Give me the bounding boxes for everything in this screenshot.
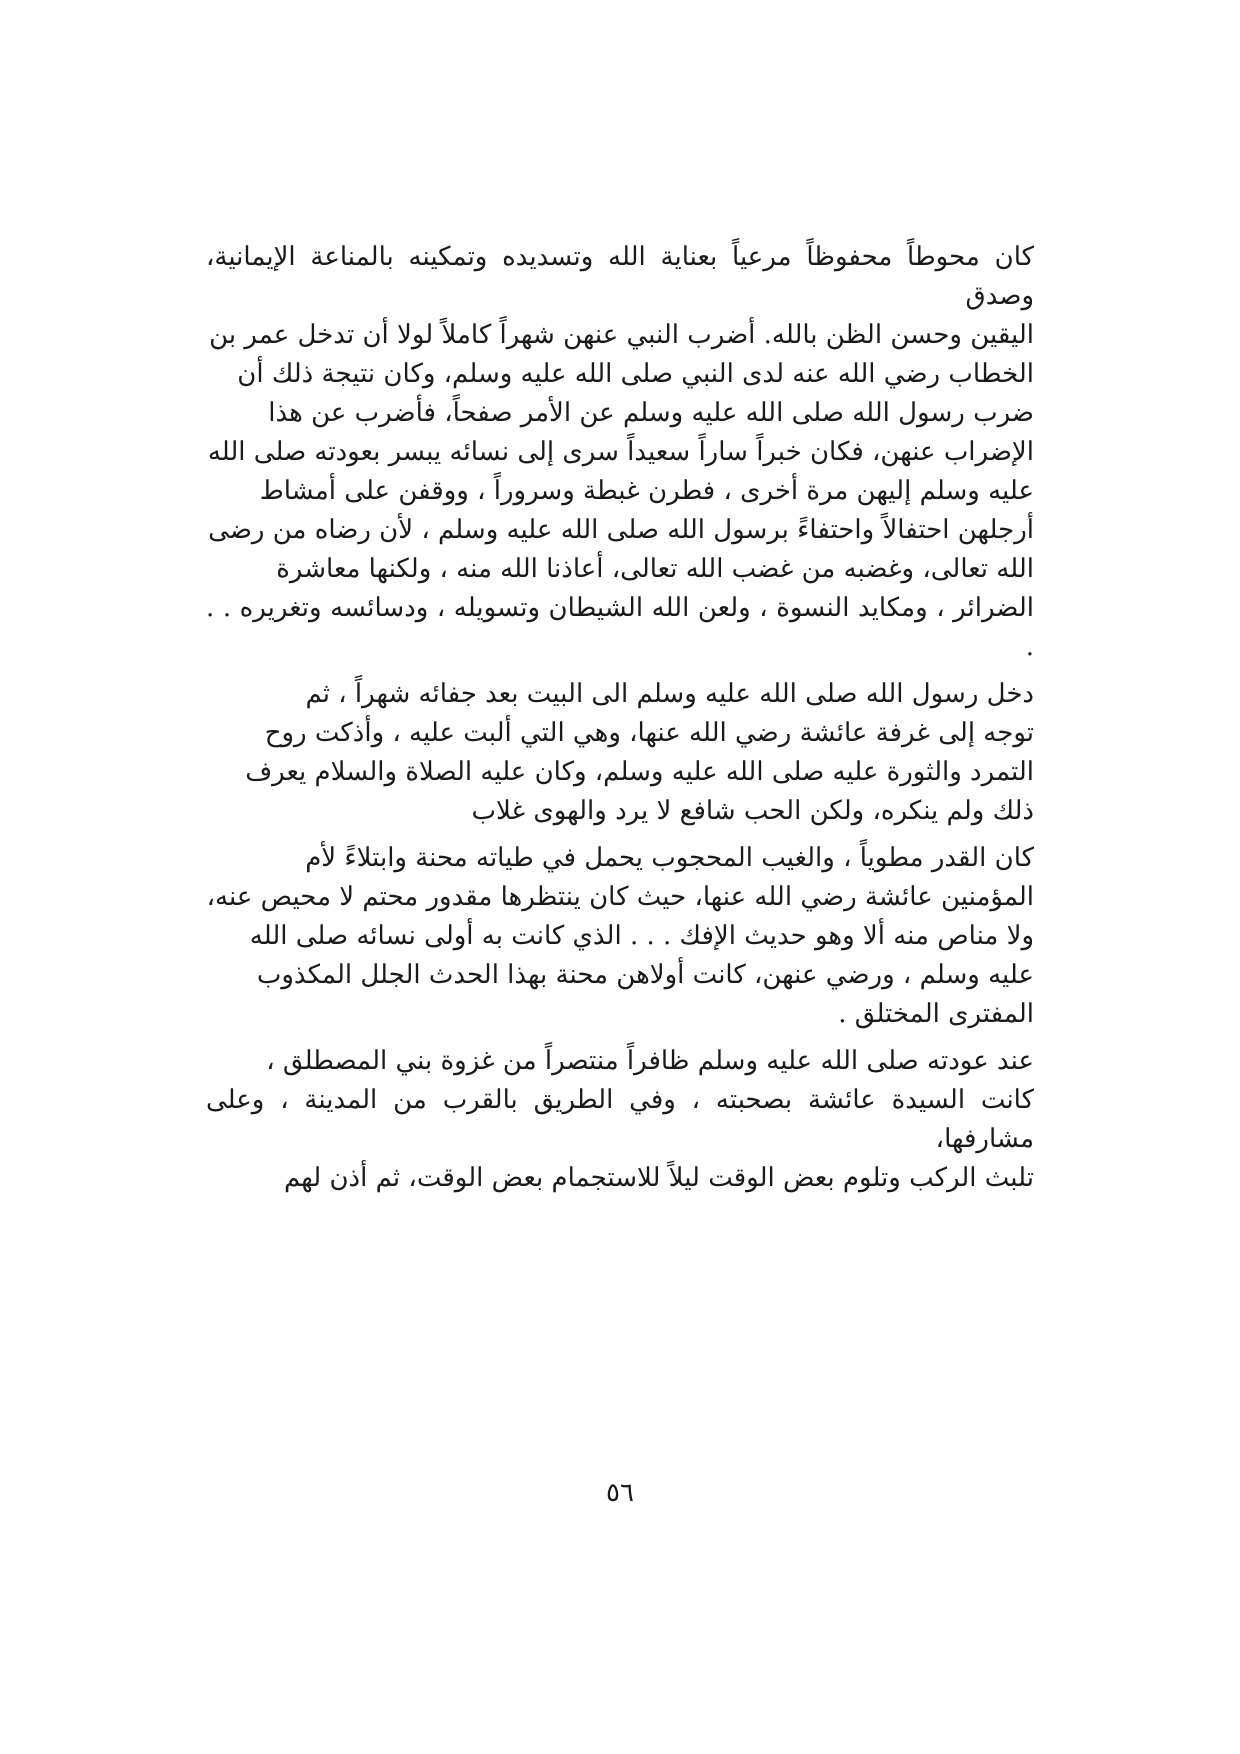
body-text xyxy=(206,238,1034,1198)
page-number: ٥٦ xyxy=(606,1478,634,1508)
paragraph-3: كان القدر مطوياً ، والغيب المحجوب يحمل في طياته محنة وابتلاءً لأم المؤمنين عائشة رضي الله عنها، حيث كان ينتظرها مقدور محتم لا محيص عنه، ولا مناص منه ألا وهو حديث الإفك . . . الذي كانت به أولى نسائه صلى الله عليه وسلم ، ورضي عنهن، كانت أولاهن محنة بهذا الحدث الجلل المكذوب المفترى المختلق . xyxy=(206,843,1034,1029)
paragraph-1: كان محوطاً محفوظاً مرعياً بعناية الله وتسديده وتمكينه بالمناعة الإيمانية، وصدق اليقين وحسن الظن بالله. أضرب النبي عنهن شهراً كاملاً لولا أن تدخل عمر بن الخطاب رضي الله عنه لدى النبي صلى الله عليه وسلم، وكان نتيجة ذلك أن ضرب رسول الله صلى الله عليه وسلم عن الأمر صفحاً، فأضرب عن هذا الإضراب عنهن، فكان خبراً ساراً سعيداً سرى إلى نسائه يبسر بعودته صلى الله عليه وسلم إليهن مرة أخرى ، فطرن غبطة وسروراً ، ووقفن على أمشاط أرجلهن احتفالاً واحتفاءً برسول الله صلى الله عليه وسلم ، لأن رضاه من رضى الله تعالى، وغضبه من غضب الله تعالى، أعاذنا الله منه ، ولكنها معاشرة الضرائر ، ومكايد النسوة ، ولعن الله الشيطان وتسويله ، ودسائسه وتغريره . . . xyxy=(206,242,1034,662)
paragraph-4: عند عودته صلى الله عليه وسلم ظافراً منتصراً من غزوة بني المصطلق ، كانت السيدة عائشة بصحبته ، وفي الطريق بالقرب من المدينة ، وعلى مشارفها، تلبث الركب وتلوم بعض الوقت ليلاً للاستجمام بعض الوقت، ثم أذن لهم xyxy=(206,1046,1034,1193)
paragraph-2: دخل رسول الله صلى الله عليه وسلم الى البيت بعد جفائه شهراً ، ثم توجه إلى غرفة عائشة رضي الله عنها، وهي التي ألبت عليه ، وأذكت روح التمرد والثورة عليه صلى الله عليه وسلم، وكان عليه الصلاة والسلام يعرف ذلك ولم ينكره، ولكن الحب شافع لا يرد والهوى غلاب xyxy=(245,679,1034,826)
